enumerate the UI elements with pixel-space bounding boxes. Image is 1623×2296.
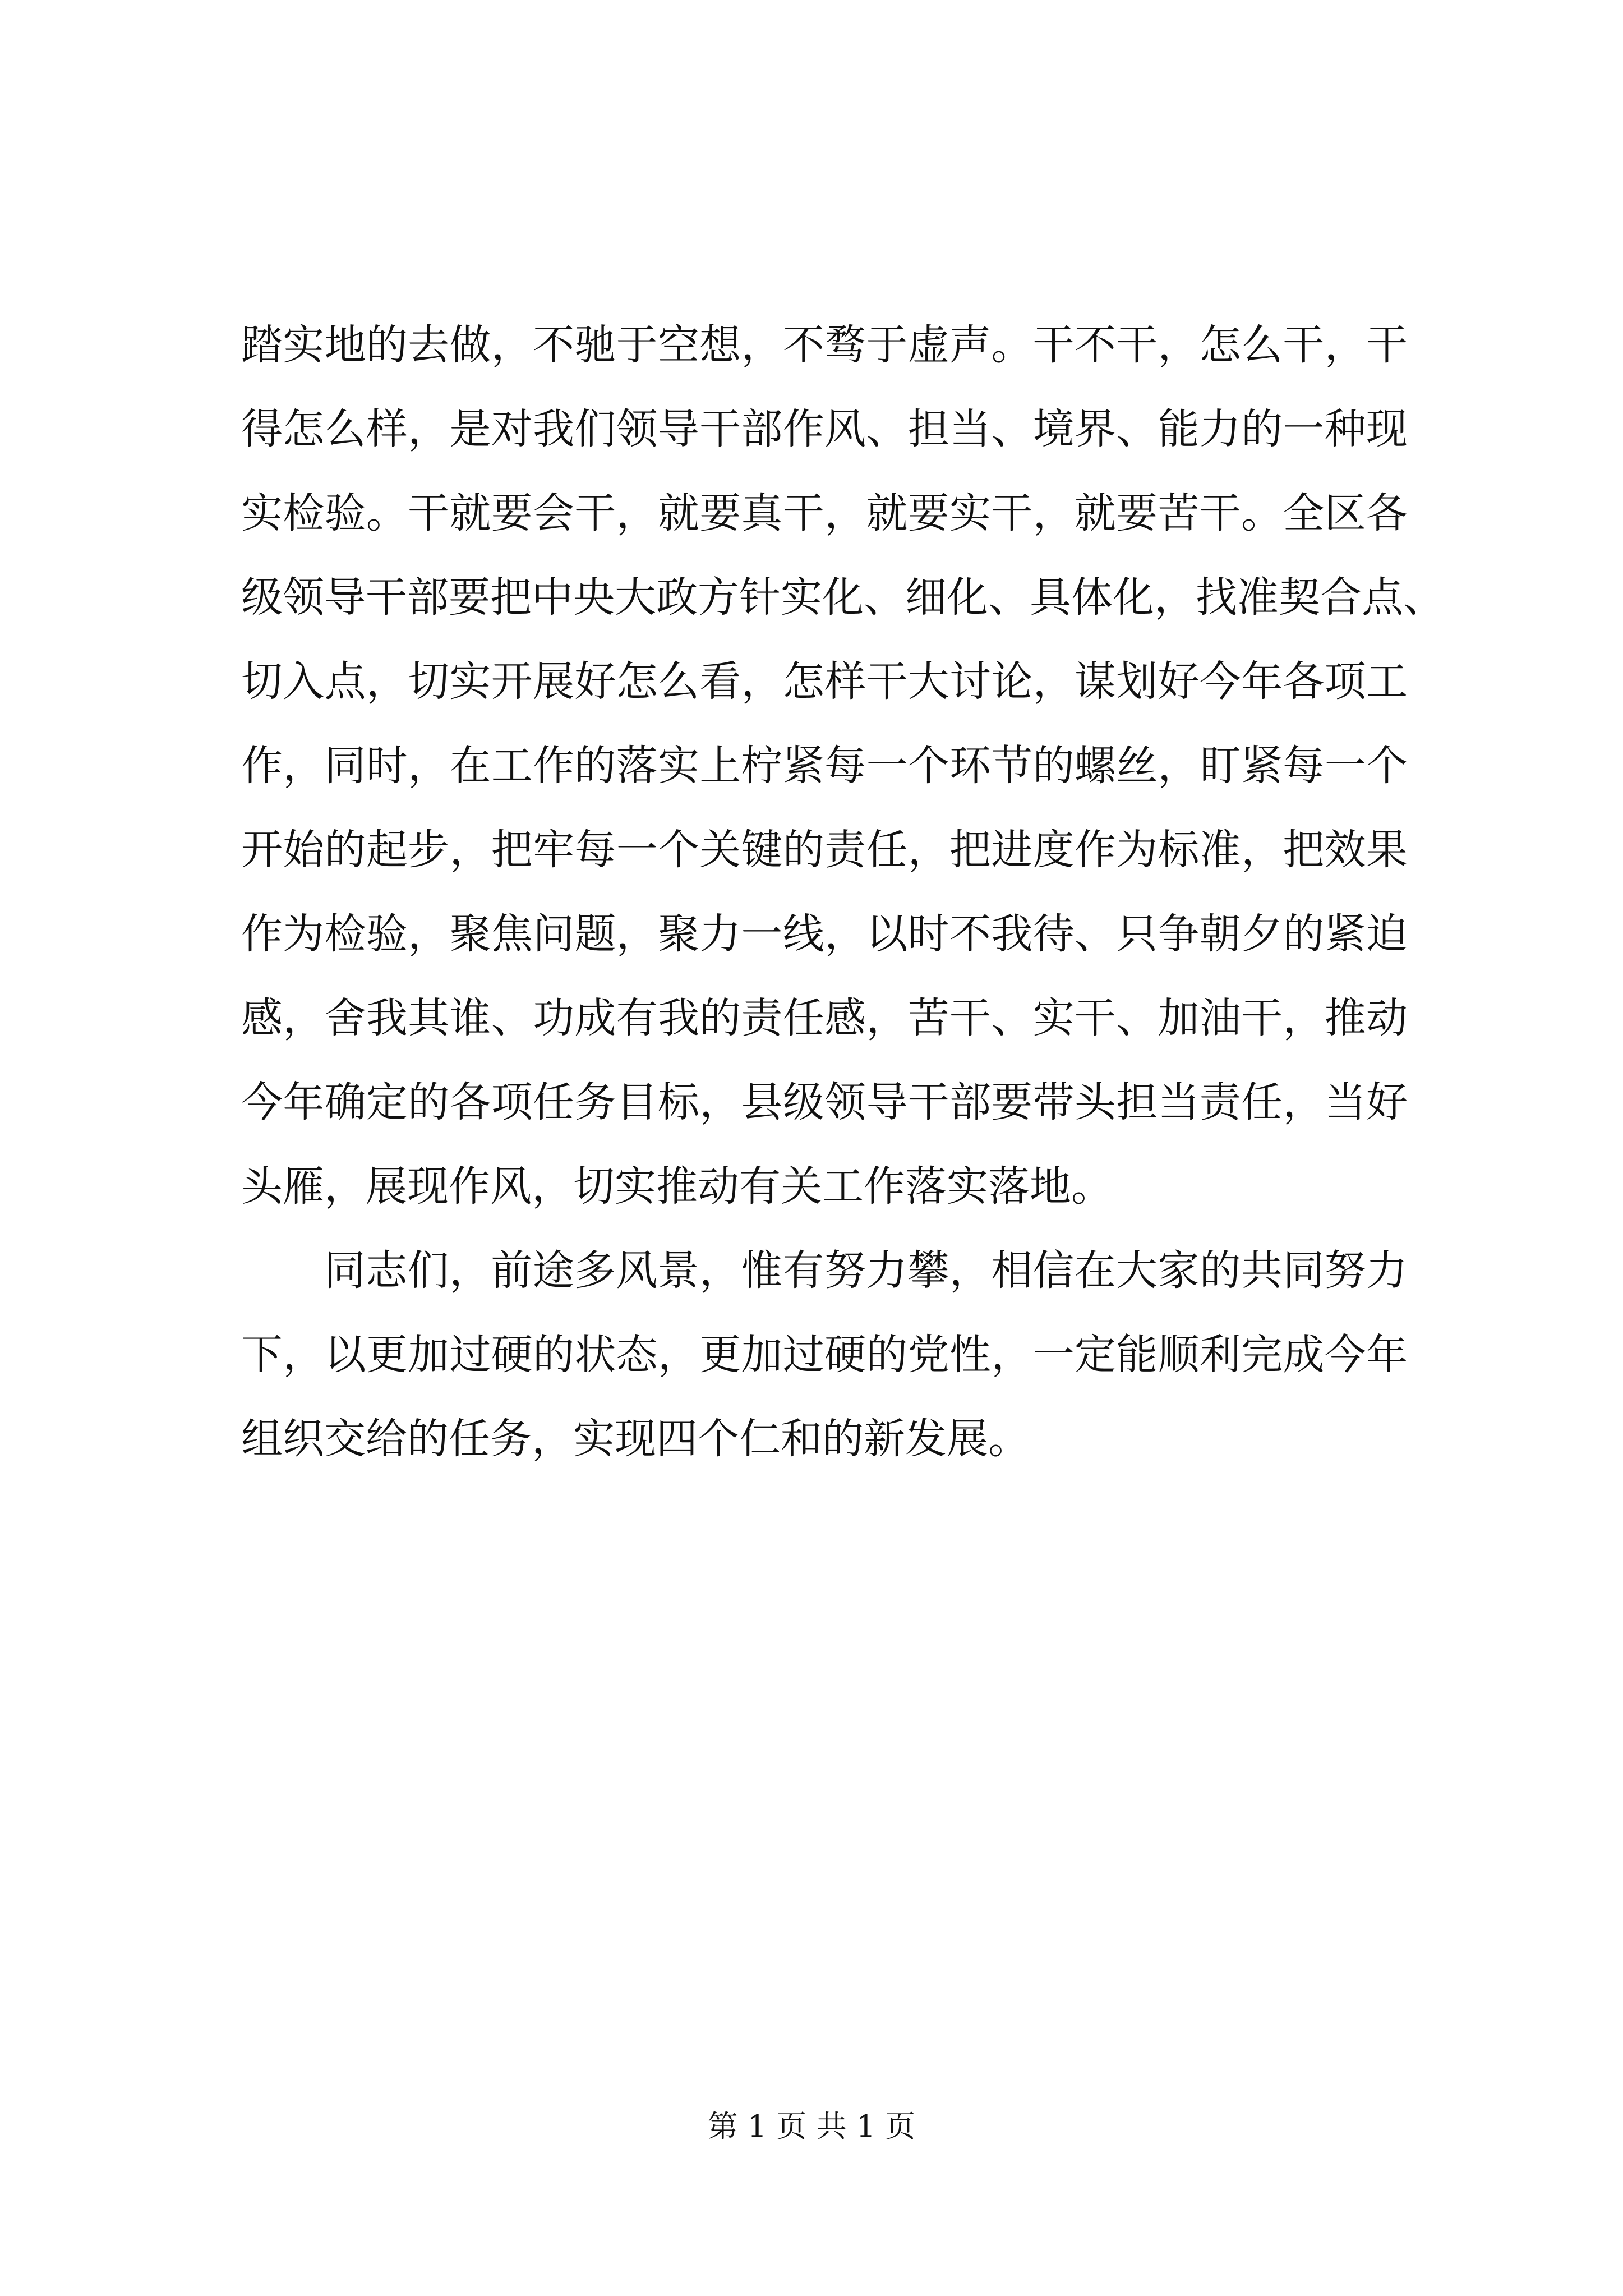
page-footer: 第 1 页 共 1 页 [707, 2109, 916, 2144]
paragraph-1-line-4: 级领导干部要把中央大政方针实化、细化、具体化，找准契合点、 [241, 573, 1445, 622]
paragraph-2-line-2: 下，以更加过硬的状态，更加过硬的党性，一定能顺利完成今年 [241, 1331, 1408, 1379]
paragraph-2-line-1: 同志们，前途多风景，惟有努力攀，相信在大家的共同努力 [324, 1246, 1408, 1295]
paragraph-1-line-1: 踏实地的去做，不驰于空想，不骛于虚声。干不干，怎么干，干 [241, 321, 1408, 369]
paragraph-1-line-11: 头雁，展现作风，切实推动有关工作落实落地。 [241, 1162, 1113, 1211]
paragraph-1-line-5: 切入点，切实开展好怎么看，怎样干大讨论，谋划好今年各项工 [241, 657, 1408, 706]
paragraph-1-line-7: 开始的起步，把牢每一个关键的责任，把进度作为标准，把效果 [241, 826, 1408, 874]
paragraph-1-line-9: 感，舍我其谁、功成有我的责任感，苦干、实干、加油干，推动 [241, 994, 1408, 1042]
paragraph-1-line-10: 今年确定的各项任务目标，县级领导干部要带头担当责任，当好 [241, 1078, 1408, 1126]
document-body [241, 303, 1445, 1481]
paragraph-1-line-2: 得怎么样，是对我们领导干部作风、担当、境界、能力的一种现 [241, 405, 1408, 453]
paragraph-1-line-3: 实检验。干就要会干，就要真干，就要实干，就要苦干。全区各 [241, 489, 1408, 537]
paragraph-1-line-8: 作为检验，聚焦问题，聚力一线，以时不我待、只争朝夕的紧迫 [241, 910, 1408, 958]
paragraph-1-line-6: 作，同时，在工作的落实上柠紧每一个环节的螺丝，盯紧每一个 [241, 742, 1408, 790]
paragraph-2-line-3: 组织交给的任务，实现四个仁和的新发展。 [241, 1415, 1030, 1463]
